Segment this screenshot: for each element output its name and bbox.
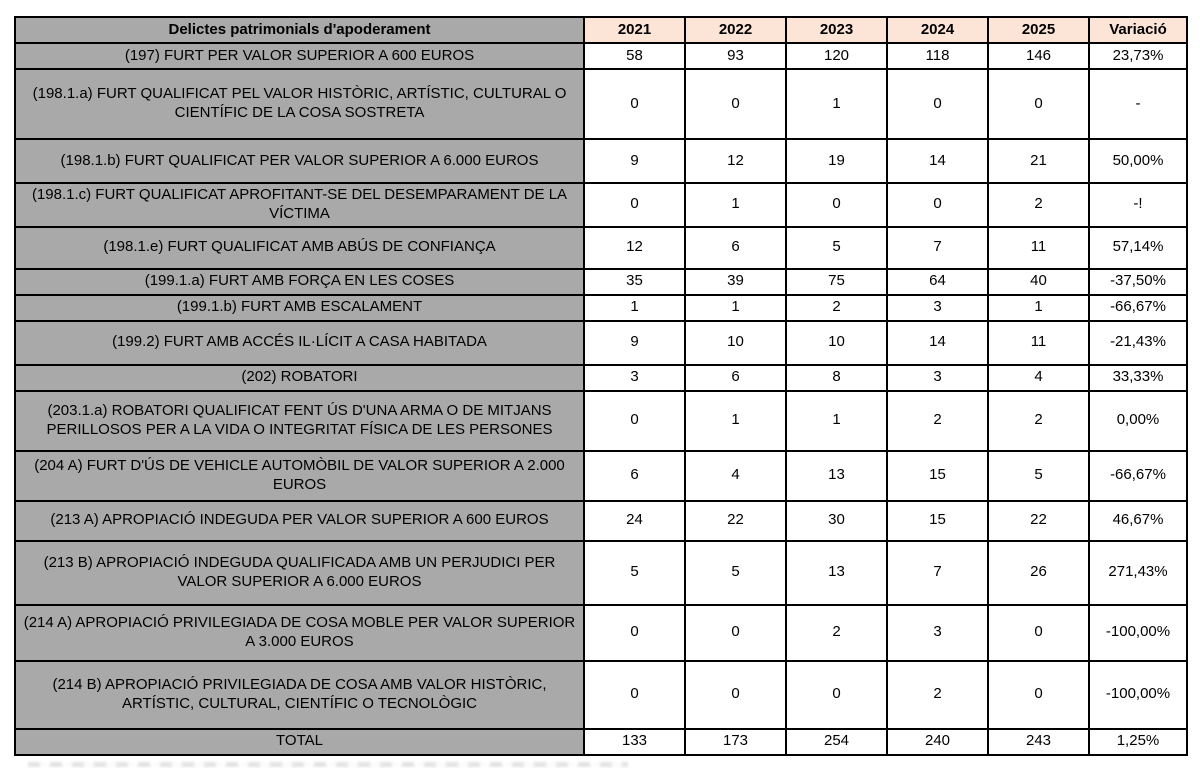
table-row [15,501,1187,541]
year-value-cell: 14 [887,321,988,365]
row-label: (213 A) APROPIACIÓ INDEGUDA PER VALOR SUPERIOR A 600 EUROS [15,501,584,541]
table-row [15,321,1187,365]
year-value-cell: 11 [988,321,1089,365]
table-row [15,365,1187,391]
year-value-cell: 1 [584,295,685,321]
year-value-cell: 133 [584,729,685,755]
year-value-cell: 15 [887,501,988,541]
year-value-cell: 39 [685,269,786,295]
row-label: (198.1.e) FURT QUALIFICAT AMB ABÚS DE CONFIANÇA [15,227,584,269]
year-value-cell: 146 [988,43,1089,69]
year-value-cell: 64 [887,269,988,295]
variation-cell: -66,67% [1089,451,1187,501]
year-value-cell: 93 [685,43,786,69]
year-value-cell: 0 [988,661,1089,729]
year-value-cell: 22 [685,501,786,541]
year-value-cell: 13 [786,541,887,605]
year-value-cell: 173 [685,729,786,755]
row-label: (198.1.a) FURT QUALIFICAT PEL VALOR HISTÒRIC, ARTÍSTIC, CULTURAL O CIENTÍFIC DE LA COSA SOSTRETA [15,69,584,139]
year-value-cell: 7 [887,227,988,269]
cutoff-text-artifact [28,762,628,767]
year-value-cell: 0 [887,183,988,227]
year-value-cell: 5 [584,541,685,605]
variation-cell: -100,00% [1089,605,1187,661]
year-value-cell: 0 [584,69,685,139]
year-value-cell: 10 [786,321,887,365]
year-value-cell: 12 [685,139,786,183]
year-value-cell: 5 [988,451,1089,501]
year-value-cell: 1 [988,295,1089,321]
year-value-cell: 35 [584,269,685,295]
year-value-cell: 40 [988,269,1089,295]
row-label: (199.1.a) FURT AMB FORÇA EN LES COSES [15,269,584,295]
year-value-cell: 2 [988,183,1089,227]
year-value-cell: 0 [887,69,988,139]
variation-cell: 271,43% [1089,541,1187,605]
table-row [15,269,1187,295]
year-value-cell: 6 [584,451,685,501]
year-value-cell: 2 [988,391,1089,451]
year-value-cell: 118 [887,43,988,69]
year-value-cell: 2 [887,391,988,451]
row-label: (199.2) FURT AMB ACCÉS IL·LÍCIT A CASA HABITADA [15,321,584,365]
year-value-cell: 0 [988,605,1089,661]
year-value-cell: 0 [786,661,887,729]
year-value-cell: 15 [887,451,988,501]
header-year: 2022 [685,17,786,43]
variation-cell: 57,14% [1089,227,1187,269]
year-value-cell: 0 [685,69,786,139]
year-value-cell: 21 [988,139,1089,183]
variation-cell: 23,73% [1089,43,1187,69]
row-label: (204 A) FURT D'ÚS DE VEHICLE AUTOMÒBIL DE VALOR SUPERIOR A 2.000 EUROS [15,451,584,501]
year-value-cell: 1 [685,183,786,227]
year-value-cell: 9 [584,139,685,183]
year-value-cell: 254 [786,729,887,755]
variation-cell: -100,00% [1089,661,1187,729]
header-year: 2021 [584,17,685,43]
year-value-cell: 3 [584,365,685,391]
year-value-cell: 0 [584,661,685,729]
variation-cell: 50,00% [1089,139,1187,183]
variation-cell: 1,25% [1089,729,1187,755]
row-label: (213 B) APROPIACIÓ INDEGUDA QUALIFICADA AMB UN PERJUDICI PER VALOR SUPERIOR A 6.000 EUROS [15,541,584,605]
year-value-cell: 4 [685,451,786,501]
header-category-label: Delictes patrimonials d'apoderament [15,17,584,43]
year-value-cell: 3 [887,605,988,661]
total-row [15,729,1187,755]
header-year: 2025 [988,17,1089,43]
variation-cell: 46,67% [1089,501,1187,541]
variation-cell: -37,50% [1089,269,1187,295]
table-row [15,541,1187,605]
year-value-cell: 0 [584,183,685,227]
year-value-cell: 7 [887,541,988,605]
year-value-cell: 5 [786,227,887,269]
year-value-cell: 1 [786,391,887,451]
table-row [15,295,1187,321]
year-value-cell: 30 [786,501,887,541]
year-value-cell: 3 [887,365,988,391]
year-value-cell: 19 [786,139,887,183]
year-value-cell: 3 [887,295,988,321]
year-value-cell: 0 [988,69,1089,139]
header-variation: Variació [1089,17,1187,43]
variation-cell: 0,00% [1089,391,1187,451]
year-value-cell: 22 [988,501,1089,541]
year-value-cell: 2 [786,605,887,661]
row-label: (214 A) APROPIACIÓ PRIVILEGIADA DE COSA MOBLE PER VALOR SUPERIOR A 3.000 EUROS [15,605,584,661]
year-value-cell: 24 [584,501,685,541]
year-value-cell: 10 [685,321,786,365]
year-value-cell: 0 [584,391,685,451]
table-row [15,605,1187,661]
year-value-cell: 13 [786,451,887,501]
table-row [15,69,1187,139]
row-label: (198.1.b) FURT QUALIFICAT PER VALOR SUPERIOR A 6.000 EUROS [15,139,584,183]
row-label: (198.1.c) FURT QUALIFICAT APROFITANT-SE DEL DESEMPARAMENT DE LA VÍCTIMA [15,183,584,227]
year-value-cell: 243 [988,729,1089,755]
table-row [15,43,1187,69]
year-value-cell: 0 [685,605,786,661]
year-value-cell: 240 [887,729,988,755]
year-value-cell: 6 [685,365,786,391]
year-value-cell: 2 [786,295,887,321]
year-value-cell: 2 [887,661,988,729]
table-row [15,139,1187,183]
header-year: 2024 [887,17,988,43]
year-value-cell: 6 [685,227,786,269]
year-value-cell: 1 [786,69,887,139]
row-label: (214 B) APROPIACIÓ PRIVILEGIADA DE COSA AMB VALOR HISTÒRIC, ARTÍSTIC, CULTURAL, CIENTÍFIC O TECNOLÒGIC [15,661,584,729]
table-row [15,391,1187,451]
year-value-cell: 11 [988,227,1089,269]
year-value-cell: 1 [685,295,786,321]
crime-stats-table [14,16,1188,756]
year-value-cell: 0 [584,605,685,661]
variation-cell: - [1089,69,1187,139]
variation-cell: -21,43% [1089,321,1187,365]
year-value-cell: 75 [786,269,887,295]
year-value-cell: 120 [786,43,887,69]
year-value-cell: 1 [685,391,786,451]
header-year: 2023 [786,17,887,43]
total-label: TOTAL [15,729,584,755]
year-value-cell: 5 [685,541,786,605]
year-value-cell: 0 [685,661,786,729]
variation-cell: -! [1089,183,1187,227]
year-value-cell: 26 [988,541,1089,605]
year-value-cell: 0 [786,183,887,227]
year-value-cell: 14 [887,139,988,183]
year-value-cell: 4 [988,365,1089,391]
row-label: (197) FURT PER VALOR SUPERIOR A 600 EUROS [15,43,584,69]
year-value-cell: 58 [584,43,685,69]
variation-cell: 33,33% [1089,365,1187,391]
header-row [15,17,1187,43]
table-row [15,451,1187,501]
table-row [15,661,1187,729]
table-row [15,227,1187,269]
row-label: (202) ROBATORI [15,365,584,391]
year-value-cell: 12 [584,227,685,269]
variation-cell: -66,67% [1089,295,1187,321]
row-label: (203.1.a) ROBATORI QUALIFICAT FENT ÚS D'UNA ARMA O DE MITJANS PERILLOSOS PER A LA VIDA O INTEGRITAT FÍSICA DE LES PERSONES [15,391,584,451]
year-value-cell: 9 [584,321,685,365]
row-label: (199.1.b) FURT AMB ESCALAMENT [15,295,584,321]
year-value-cell: 8 [786,365,887,391]
table-row [15,183,1187,227]
